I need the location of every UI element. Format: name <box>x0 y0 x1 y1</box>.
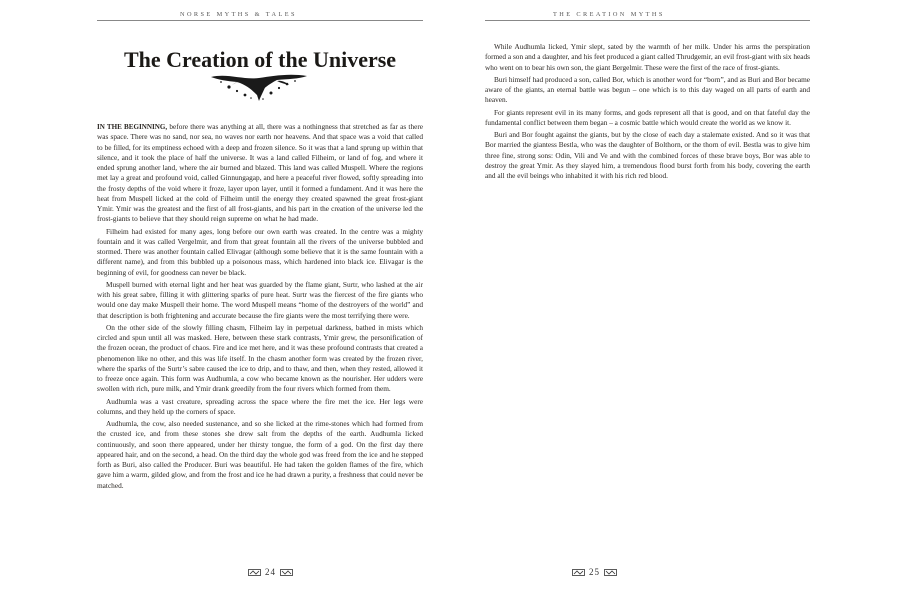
chapter-title: The Creation of the Universe <box>123 47 397 72</box>
page-number-right: 25 <box>572 567 617 577</box>
header-rule-right <box>485 20 810 21</box>
paragraph: Audhumla, the cow, also needed sustenance, and so she licked at the rime-stones which had formed from the crusted ice, and from these stones she drew salt from the depths of the earth. Audhumla licked continuously, and soon there appeared, under her thirsty tongue, the form of a god. On the first day there appeared hair, and on the second, a head. On the third day the whole god was freed from the ice and he stepped forth as Buri, also called the Producer. Buri was beautiful. He had taken the golden flames of the fire, which gave him a warm, gilded glow, and from the frost and ice he had drawn a purity, a freshness that could never be matched. <box>97 419 423 490</box>
paragraph: While Audhumla licked, Ymir slept, sated by the warmth of her milk. Under his arms the perspiration formed a son and a daughter, and his feet produced a giant called Thrudgemir, an evil frost-giant with six heads who went on to bear his own son, the giant Bergelmir. These were the first of the race of frost-giants. <box>485 42 810 72</box>
ink-splash-ornament <box>207 71 313 103</box>
right-body-text <box>485 42 810 181</box>
paragraph: Audhumla was a vast creature, spreading across the space where the fire met the ice. Her legs were columns, and they held up the corners of space. <box>97 396 423 416</box>
paragraph: Filheim had existed for many ages, long before our own earth was created. In the centre was a mighty fountain and it was called Vergelmir, and from that great fountain all the rivers of the universe bubbled and stormed. There was another fountain called Elivagar (although some believe that it is the same fountain with a different name), and from this bubbled up a poisonous mass, which hardened into black ice. Elivagar is the beginning of evil, for goodness can never be black. <box>97 226 423 277</box>
paragraph: Buri and Bor fought against the giants, but by the close of each day a stalemate existed. And so it was that Bor married the giantess Bestla, who was the daughter of Bolthorn, or the thorn of evil. Bestla was to give him three fine, strong sons: Odin, Vili and Ve and with the combined forces of these brave boys, Bor was able to destroy the great Ymir. As they slayed him, a tremendous flood burst forth from his body, covering the earth and all the evil beings who inhabited it with his rich red blood. <box>485 130 810 180</box>
paragraph: Buri himself had produced a son, called Bor, which is another word for “born”, and as Buri and Bor became aware of the giants, an eternal battle was begun – one which is to this day waged on all parts of earth and heaven. <box>485 74 810 105</box>
paragraph: IN THE BEGINNING, before there was anything at all, there was a nothingness that stretched as far as there was space. There was no sand, nor sea, no waves nor earth nor heavens. And that space was a void that called to be filled, for its emptiness echoed with a deep and frozen silence. So it was that a land sprung up within that silence, and it took the place of half the universe. It was a land called Filheim, or land of fog, and where it ended sprung another land, where the air burned and blazed. This land was called Muspell. Where the regions met lay a great and profound void, called Ginnungagap, and here a peaceful river flowed, softly spreading into the frosty depths of the void where it froze, layer upon layer, until it formed a fundament. And it was here the heat from Muspell licked at the cold of Filheim until the energy they created spawned the great frost-giant Ymir. Ymir was the greatest and the first of all frost-giants, and his part in the creation of the universe led the frost-giants to believe that they should reign supreme on what he had made. <box>97 122 423 224</box>
left-body-text <box>97 122 423 491</box>
page-number-left: 24 <box>248 567 293 577</box>
knot-ornament-icon <box>604 569 617 576</box>
lead-in: IN THE BEGINNING, <box>97 123 168 131</box>
knot-ornament-icon <box>280 569 293 576</box>
running-head-left: NORSE MYTHS & TALES <box>180 11 297 18</box>
running-head-right: THE CREATION MYTHS <box>553 11 665 18</box>
right-page <box>450 0 900 600</box>
knot-ornament-icon <box>248 569 261 576</box>
header-rule-left <box>97 20 423 21</box>
paragraph: For giants represent evil in its many forms, and gods represent all that is good, and on that fateful day the fundamental conflict between them began – a cosmic battle which would create the world as we know it. <box>485 107 810 127</box>
paragraph: On the other side of the slowly filling chasm, Filheim lay in perpetual darkness, bathed in mists which circled and spun until all was masked. Here, between these stark contrasts, Ymir grew, the personification of the frozen ocean, the product of chaos. Fire and ice met here, and it was these profound contrasts that created a phenomenon like no other, and this was life itself. In the chasm another form was created by the frozen river, where the sparks of the Surtr’s sabre caused the ice to drip, and to thaw, and then, when they rested, allowed it to freeze once again. This form was Audhumla, a cow who became known as the nourisher. Her udders were swollen with rich, pure milk, and Ymir drank greedily from the four rivers which formed from them. <box>97 322 423 394</box>
knot-ornament-icon <box>572 569 585 576</box>
paragraph: Muspell burned with eternal light and her heat was guarded by the flame giant, Surtr, who lashed at the air with his great sabre, filling it with glittering sparks of pure heat. Surtr was the fiercest of the fire giants who would one day make Muspell their home. The word Muspell means “home of the destroyers of the world” and that description is both frightening and accurate because the fire giants were the most terrifying there were. <box>97 279 423 320</box>
